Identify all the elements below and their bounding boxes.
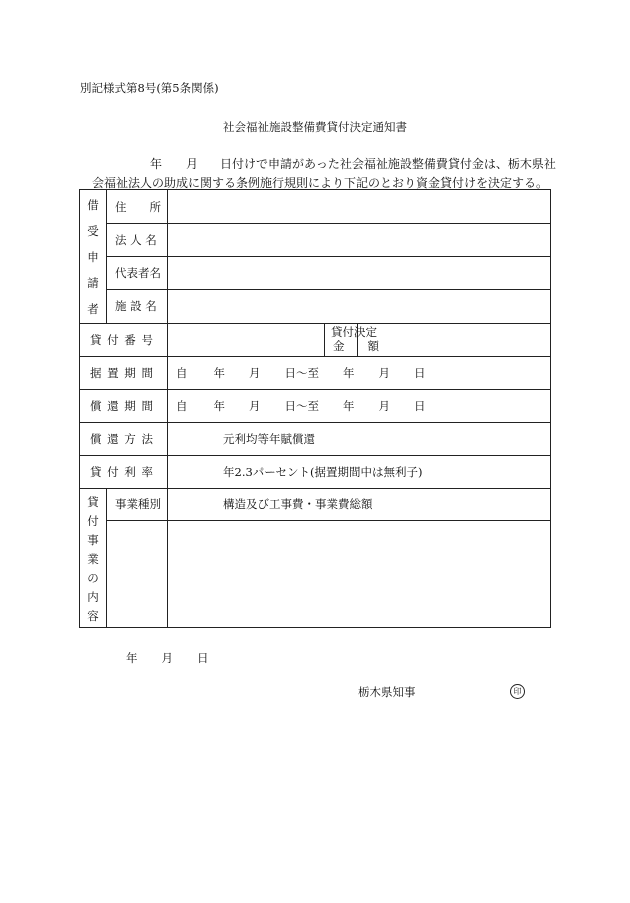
borrower-char: 借 [87, 198, 99, 212]
rule [80, 422, 550, 423]
project-char: の [87, 571, 99, 585]
period-year: 年 [213, 366, 225, 380]
repayment-method-label: 償 還 方 法 [90, 432, 154, 446]
rule [106, 190, 107, 323]
intro-year: 年 [150, 157, 163, 171]
period-month: 月 [249, 399, 261, 413]
rule [80, 455, 550, 456]
project-char: 容 [87, 609, 99, 623]
borrower-char: 受 [87, 224, 99, 238]
borrower-char: 請 [87, 276, 99, 290]
interest-rate-value: 年2.3パーセント(据置期間中は無利子) [223, 465, 423, 479]
rule [80, 389, 550, 390]
form-number: 別記様式第8号(第5条関係) [80, 81, 219, 95]
project-char: 事 [87, 533, 99, 547]
repayment-period-value [176, 401, 426, 413]
loan-amount-label [331, 325, 379, 353]
document-title: 社会福祉施設整備費貸付決定通知書 [223, 120, 407, 134]
rule [80, 488, 550, 489]
rule [106, 223, 550, 224]
project-type-value: 構造及び工事費・事業費総額 [223, 497, 373, 511]
project-char: 業 [87, 552, 99, 566]
corporation-name-label: 法 人 名 [115, 233, 157, 247]
loan-amount-label-line: 金 額 [333, 339, 379, 353]
period-day-to: 日〜至 [284, 399, 319, 413]
borrower-group-label [84, 196, 102, 326]
period-month2: 月 [378, 399, 390, 413]
intro-month: 月 [186, 157, 199, 171]
project-type-label: 事業種別 [115, 497, 161, 511]
rule [106, 256, 550, 257]
loan-amount-label-line: 貸付決定 [331, 325, 377, 339]
signer-title: 栃木県知事 [358, 685, 416, 699]
period-day2: 日 [414, 399, 426, 413]
borrower-char: 者 [87, 302, 99, 316]
repayment-method-value: 元利均等年賦償還 [223, 432, 315, 446]
grace-period-label: 据 置 期 間 [90, 366, 154, 380]
intro-line-1 [150, 158, 556, 170]
rule [106, 520, 550, 521]
period-from: 自 [176, 399, 188, 413]
rule [106, 488, 107, 628]
period-day2: 日 [414, 366, 426, 380]
project-char: 内 [87, 590, 99, 604]
date-year: 年 [126, 651, 138, 665]
period-year2: 年 [343, 366, 355, 380]
loan-number-label: 貸 付 番 号 [90, 333, 154, 347]
loan-decision-table [79, 189, 551, 628]
intro-text-1: 日付けで申請があった社会福祉施設整備費貸付金は、栃木県社 [220, 157, 556, 171]
period-month: 月 [249, 366, 261, 380]
period-month2: 月 [378, 366, 390, 380]
period-year2: 年 [343, 399, 355, 413]
project-char: 貸 [87, 495, 99, 509]
rule [167, 190, 168, 628]
interest-rate-label: 貸 付 利 率 [90, 465, 154, 479]
period-year: 年 [213, 399, 225, 413]
intro-line-2: 会福祉法人の助成に関する条例施行規則により下記のとおり資金貸付けを決定する。 [92, 176, 549, 190]
date-month: 月 [161, 651, 173, 665]
date-day: 日 [197, 651, 209, 665]
period-day-to: 日〜至 [284, 366, 319, 380]
rule [80, 356, 550, 357]
seal-mark: 印 [510, 684, 525, 699]
grace-period-value [176, 368, 426, 380]
rule [324, 323, 325, 356]
representative-name-label: 代表者名 [115, 266, 161, 280]
rule [106, 289, 550, 290]
address-label: 住 所 [115, 200, 161, 214]
repayment-period-label: 償 還 期 間 [90, 399, 154, 413]
project-char: 付 [87, 514, 99, 528]
period-from: 自 [176, 366, 188, 380]
rule [80, 323, 550, 324]
borrower-char: 申 [87, 250, 99, 264]
notice-date [126, 653, 209, 665]
facility-name-label: 施 設 名 [115, 299, 157, 313]
project-group-label [84, 493, 102, 626]
